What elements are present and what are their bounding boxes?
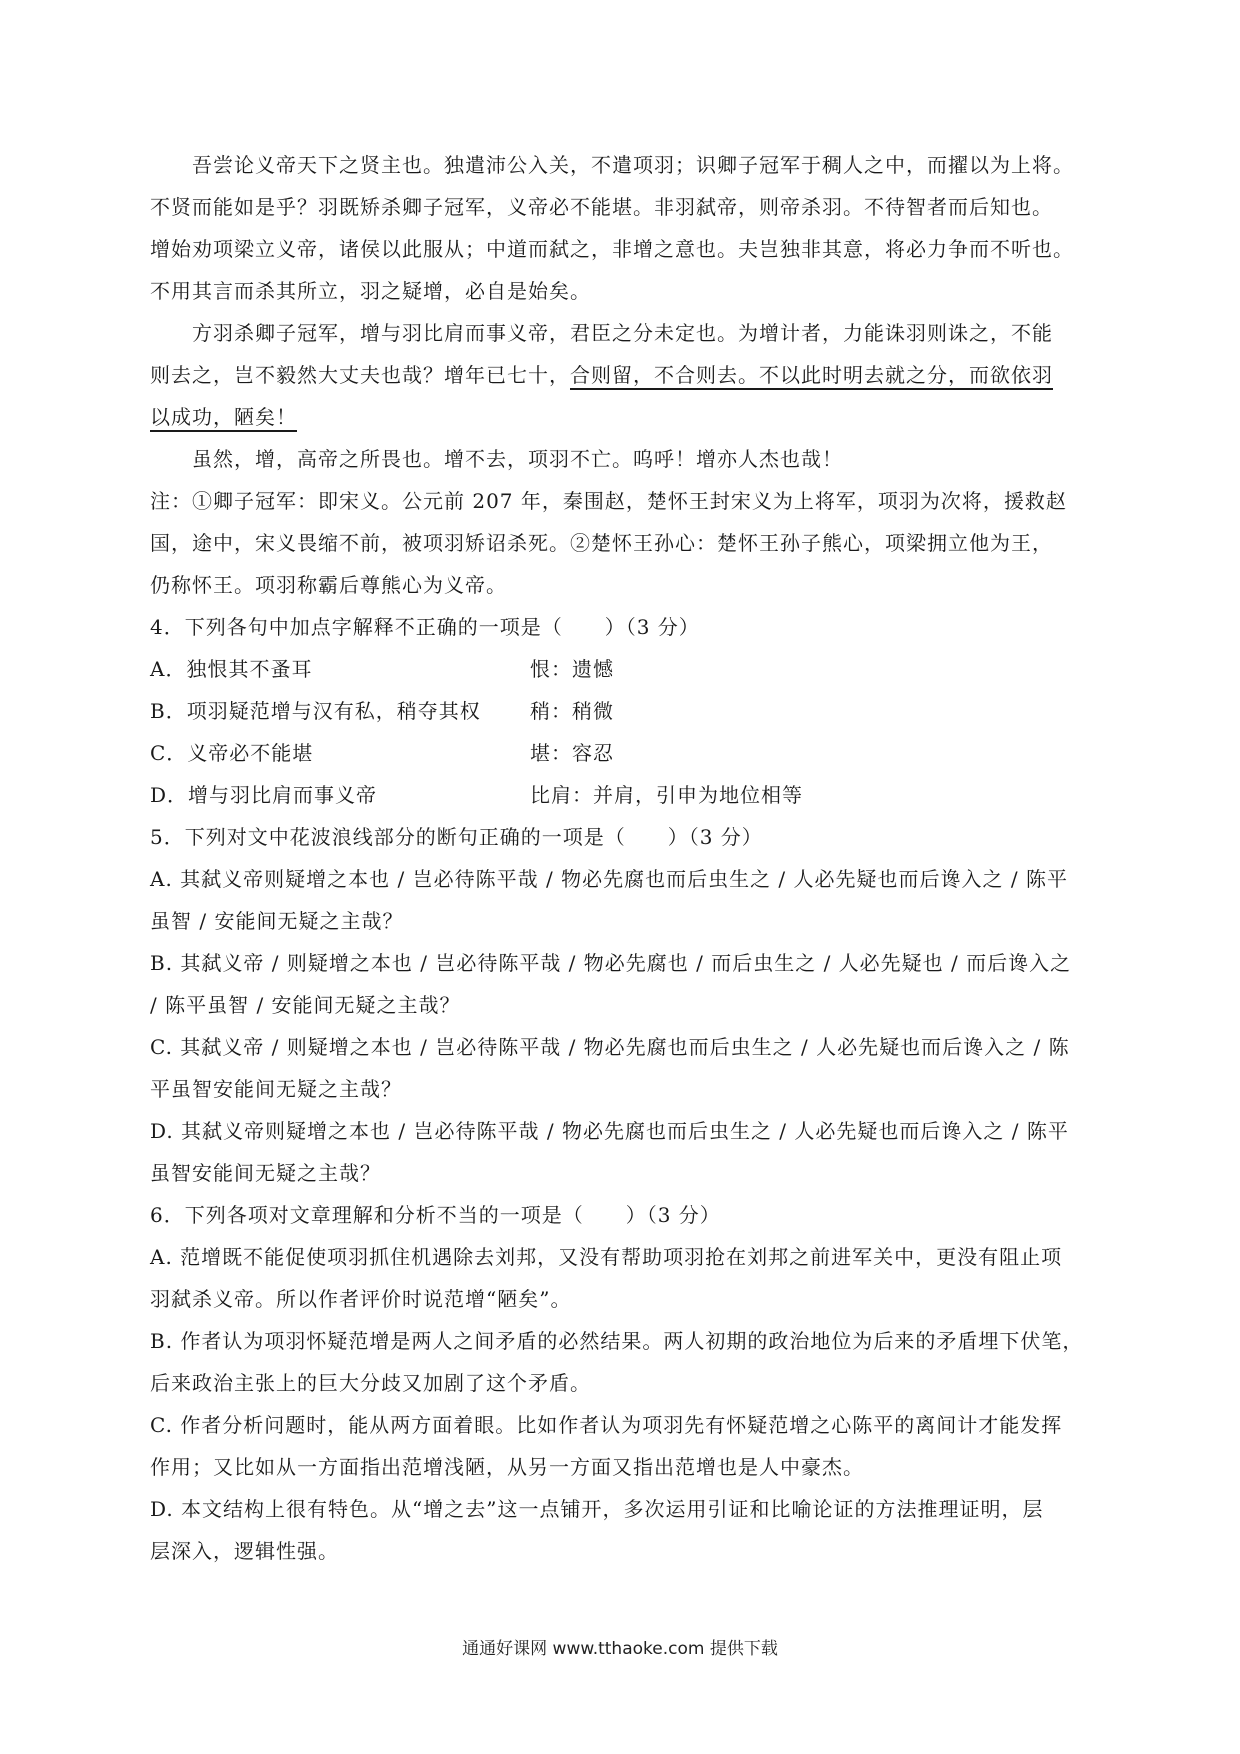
option-sentence: D．增与羽比肩而事义帝 <box>150 783 378 807</box>
note-line: 仍称怀王。项羽称霸后尊熊心为义帝。 <box>150 573 507 597</box>
question-4-option <box>150 732 1100 774</box>
underlined-text: 以成功，陋矣！ <box>150 405 297 429</box>
passage-line: 增始劝项梁立义帝，诸侯以此服从；中道而弑之，非增之意也。夫岂独非其意，将必力争而不听也。 <box>150 237 1074 261</box>
question-6-line: 作用；又比如从一方面指出范增浅陋，从另一方面又指出范增也是人中豪杰。 <box>150 1455 864 1479</box>
question-6-line: A. 范增既不能促使项羽抓住机遇除去刘邦，又没有帮助项羽抢在刘邦之前进军关中，更没有阻止项 <box>150 1245 1063 1269</box>
passage-line: 不贤而能如是乎？羽既矫杀卿子冠军，义帝必不能堪。非羽弑帝，则帝杀羽。不待智者而后知也。 <box>150 195 1053 219</box>
option-explanation: 恨：遗憾 <box>530 657 614 681</box>
question-6-line: 层深入，逻辑性强。 <box>150 1539 339 1563</box>
document-content <box>150 144 1100 1572</box>
passage-line <box>150 354 1100 396</box>
question-5-line: / 陈平虽智 / 安能间无疑之主哉？ <box>150 993 461 1017</box>
option-explanation: 稍：稍微 <box>530 699 614 723</box>
note-line: 国，途中，宋义畏缩不前，被项羽矫诏杀死。②楚怀王孙心：楚怀王孙子熊心，项梁拥立他为王， <box>150 531 1053 555</box>
question-6-line: D. 本文结构上很有特色。从“增之去”这一点铺开，多次运用引证和比喻论证的方法推理证明，层 <box>150 1497 1044 1521</box>
question-4-option <box>150 648 1100 690</box>
passage-line: 虽然，增，高帝之所畏也。增不去，项羽不亡。呜呼！增亦人杰也哉！ <box>192 447 843 471</box>
question-6-line: B. 作者认为项羽怀疑范增是两人之间矛盾的必然结果。两人初期的政治地位为后来的矛盾埋下伏笔， <box>150 1329 1084 1353</box>
question-5-line: D. 其弑义帝则疑增之本也 / 岂必待陈平哉 / 物必先腐也而后虫生之 / 人必先疑也而后谗入之 / 陈平 <box>150 1119 1069 1143</box>
footer-credit: 通通好课网 www.tthaoke.com 提供下载 <box>462 1639 778 1659</box>
passage-text: 则去之，岂不毅然大丈夫也哉？增年已七十， <box>150 363 570 387</box>
question-4-option <box>150 774 1100 816</box>
passage-line: 方羽杀卿子冠军，增与羽比肩而事义帝，君臣之分未定也。为增计者，力能诛羽则诛之，不能 <box>192 321 1053 345</box>
option-sentence: A．独恨其不蚤耳 <box>150 657 313 681</box>
question-6-line: 羽弑杀义帝。所以作者评价时说范增“陋矣”。 <box>150 1287 572 1311</box>
question-5-line: 平虽智安能间无疑之主哉？ <box>150 1077 402 1101</box>
underlined-text: 合则留，不合则去。不以此时明去就之分，而欲依羽 <box>570 363 1053 387</box>
question-5-line: A. 其弑义帝则疑增之本也 / 岂必待陈平哉 / 物必先腐也而后虫生之 / 人必先疑也而后谗入之 / 陈平 <box>150 867 1068 891</box>
option-sentence: B．项羽疑范增与汉有私，稍夺其权 <box>150 699 481 723</box>
question-6-stem: 6．下列各项对文章理解和分析不当的一项是（ ）（3 分） <box>150 1203 721 1227</box>
question-5-line: C. 其弑义帝 / 则疑增之本也 / 岂必待陈平哉 / 物必先腐也而后虫生之 / 人必先疑也而后谗入之 / 陈 <box>150 1035 1070 1059</box>
question-4-option <box>150 690 1100 732</box>
option-explanation: 比肩：并肩，引申为地位相等 <box>530 783 803 807</box>
option-explanation: 堪：容忍 <box>530 741 614 765</box>
question-5-stem: 5．下列对文中花波浪线部分的断句正确的一项是（ ）（3 分） <box>150 825 763 849</box>
question-5-line: 虽智安能间无疑之主哉？ <box>150 1161 381 1185</box>
question-6-line: C. 作者分析问题时，能从两方面着眼。比如作者认为项羽先有怀疑范增之心陈平的离间计才能发挥 <box>150 1413 1063 1437</box>
passage-line: 不用其言而杀其所立，羽之疑增，必自是始矣。 <box>150 279 591 303</box>
note-line: 注：①卿子冠军：即宋义。公元前 207 年，秦围赵，楚怀王封宋义为上将军，项羽为次将，援救赵 <box>150 489 1067 513</box>
question-6-line: 后来政治主张上的巨大分歧又加剧了这个矛盾。 <box>150 1371 591 1395</box>
question-4-stem: 4．下列各句中加点字解释不正确的一项是（ ）（3 分） <box>150 615 700 639</box>
question-5-line: 虽智 / 安能间无疑之主哉？ <box>150 909 404 933</box>
question-5-line: B. 其弑义帝 / 则疑增之本也 / 岂必待陈平哉 / 物必先腐也 / 而后虫生之 / 人必先疑也 / 而后谗入之 <box>150 951 1072 975</box>
passage-line: 吾尝论义帝天下之贤主也。独遣沛公入关，不遣项羽；识卿子冠军于稠人之中，而擢以为上将。 <box>192 153 1074 177</box>
option-sentence: C．义帝必不能堪 <box>150 741 314 765</box>
passage-line <box>150 396 1100 438</box>
